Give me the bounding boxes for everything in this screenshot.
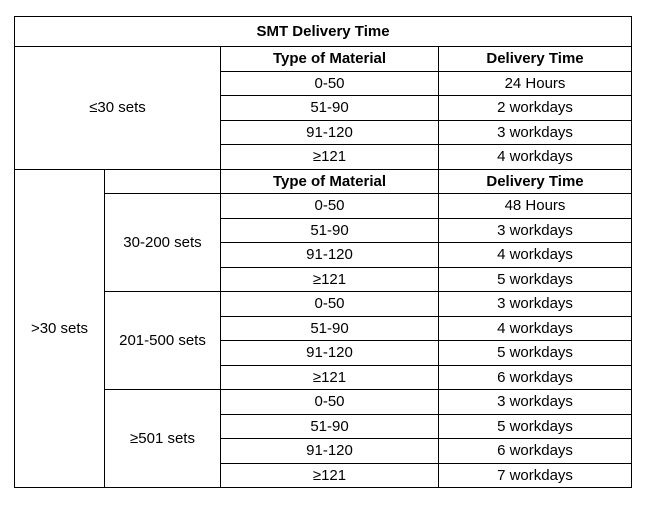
- material-cell: 51-90: [221, 96, 439, 121]
- material-cell: 0-50: [221, 71, 439, 96]
- material-cell: 91-120: [221, 120, 439, 145]
- batch-label-small: ≤30 sets: [15, 47, 221, 170]
- delivery-cell: 48 Hours: [439, 194, 632, 219]
- delivery-cell: 3 workdays: [439, 390, 632, 415]
- material-cell: 0-50: [221, 390, 439, 415]
- table-row: [15, 292, 632, 317]
- delivery-cell: 7 workdays: [439, 463, 632, 488]
- table-title: SMT Delivery Time: [15, 17, 632, 47]
- delivery-cell: 5 workdays: [439, 267, 632, 292]
- smt-delivery-table: [14, 16, 632, 488]
- group-label: 30-200 sets: [105, 194, 221, 292]
- delivery-cell: 2 workdays: [439, 96, 632, 121]
- group-label: ≥501 sets: [105, 390, 221, 488]
- delivery-cell: 4 workdays: [439, 145, 632, 170]
- material-cell: 91-120: [221, 341, 439, 366]
- empty-cell: [105, 169, 221, 194]
- material-cell: 51-90: [221, 316, 439, 341]
- delivery-cell: 3 workdays: [439, 292, 632, 317]
- header-material: Type of Material: [221, 47, 439, 72]
- material-cell: ≥121: [221, 267, 439, 292]
- header-delivery: Delivery Time: [439, 47, 632, 72]
- material-cell: ≥121: [221, 145, 439, 170]
- delivery-cell: 5 workdays: [439, 341, 632, 366]
- material-cell: ≥121: [221, 365, 439, 390]
- table-row: [15, 194, 632, 219]
- material-cell: 91-120: [221, 243, 439, 268]
- delivery-cell: 4 workdays: [439, 243, 632, 268]
- delivery-cell: 24 Hours: [439, 71, 632, 96]
- delivery-cell: 6 workdays: [439, 439, 632, 464]
- table-row: [15, 47, 632, 72]
- header-material: Type of Material: [221, 169, 439, 194]
- delivery-cell: 4 workdays: [439, 316, 632, 341]
- material-cell: 0-50: [221, 194, 439, 219]
- header-delivery: Delivery Time: [439, 169, 632, 194]
- delivery-cell: 6 workdays: [439, 365, 632, 390]
- delivery-cell: 3 workdays: [439, 218, 632, 243]
- material-cell: ≥121: [221, 463, 439, 488]
- table-row: [15, 390, 632, 415]
- material-cell: 51-90: [221, 218, 439, 243]
- title-row: [15, 17, 632, 47]
- delivery-cell: 5 workdays: [439, 414, 632, 439]
- material-cell: 91-120: [221, 439, 439, 464]
- table-row: [15, 169, 632, 194]
- material-cell: 51-90: [221, 414, 439, 439]
- material-cell: 0-50: [221, 292, 439, 317]
- delivery-cell: 3 workdays: [439, 120, 632, 145]
- group-label: 201-500 sets: [105, 292, 221, 390]
- batch-label-large: >30 sets: [15, 169, 105, 488]
